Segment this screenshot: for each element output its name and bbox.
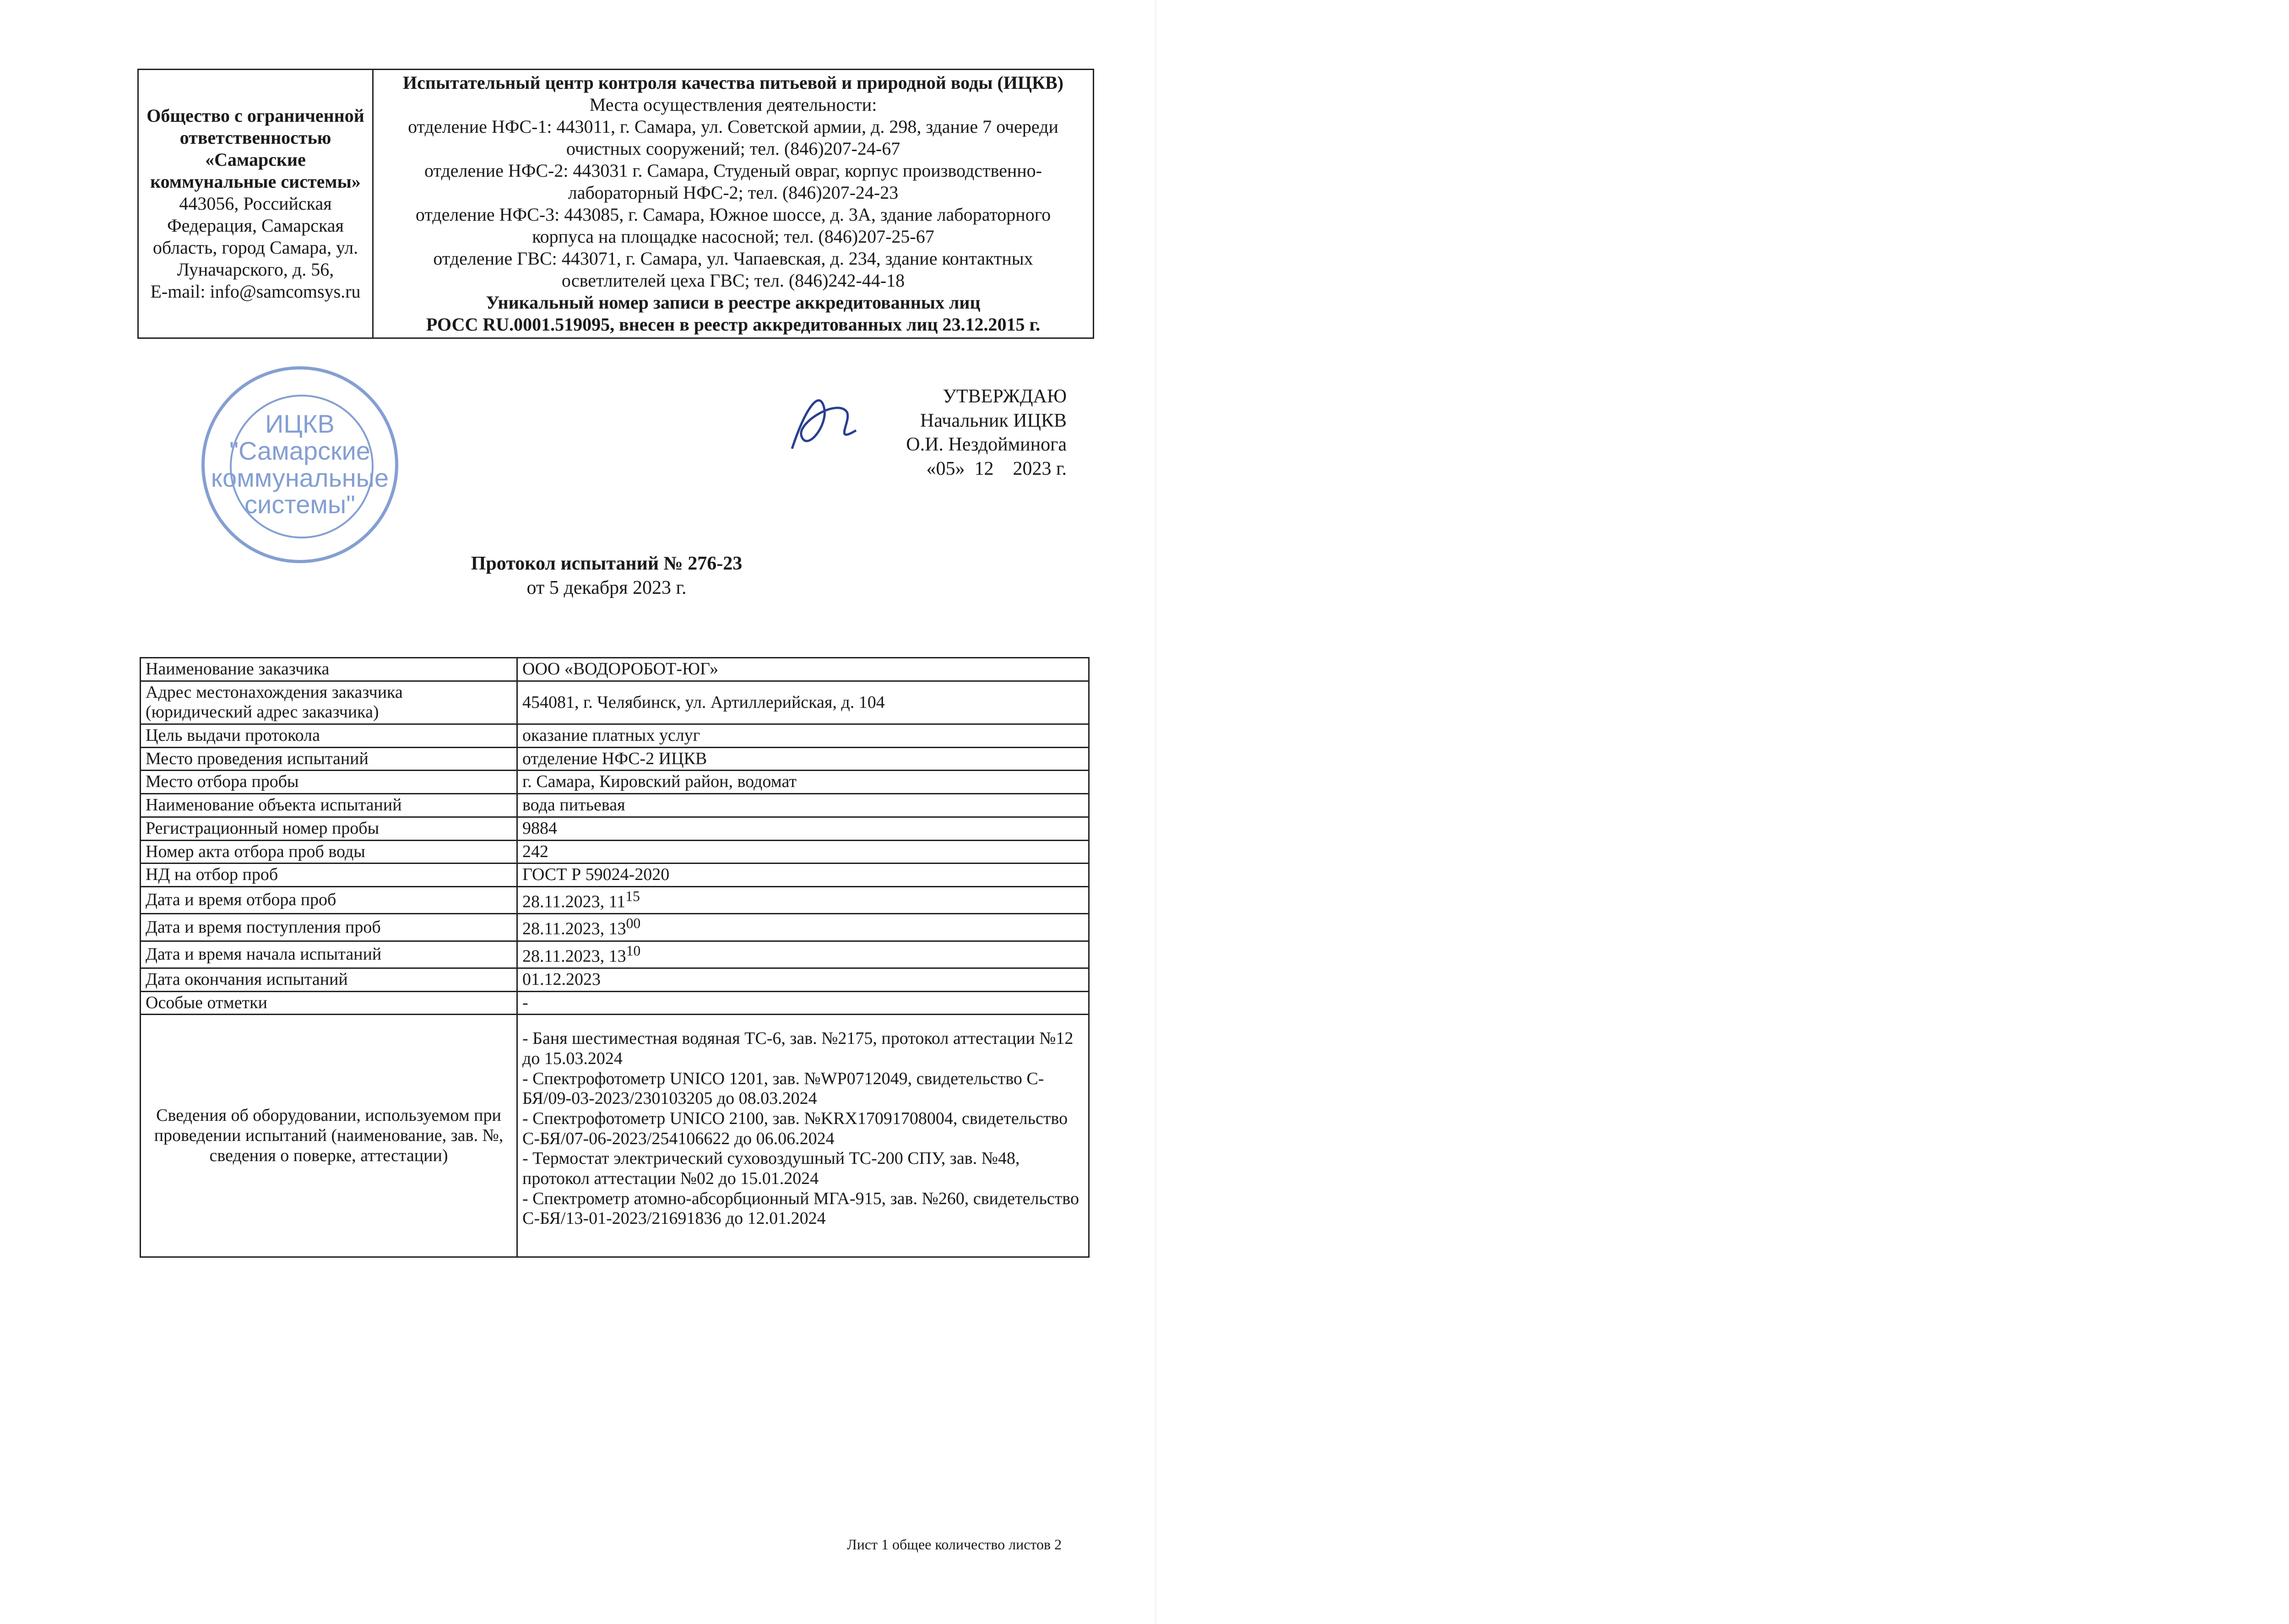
info-label: Дата и время начала испытаний bbox=[141, 941, 517, 968]
protocol-title-block bbox=[320, 552, 893, 600]
info-value: оказание платных услуг bbox=[517, 724, 1089, 748]
date-time-value: 28.11.2023, 13 bbox=[522, 946, 626, 966]
info-label: Дата окончания испытаний bbox=[141, 968, 517, 991]
page-2 bbox=[1156, 0, 2289, 1624]
approver-position: Начальник ИЦКВ bbox=[920, 410, 1067, 431]
center-line: отделение НФС-3: 443085, г. Самара, Южное шоссе, д. 3А, здание лабораторного bbox=[415, 204, 1051, 225]
center-line: осветлителей цеха ГВС; тел. (846)242-44-18 bbox=[561, 270, 905, 291]
sheet-number-1: Лист 1 общее количество листов 2 bbox=[847, 1536, 1062, 1553]
center-line: отделение НФС-2: 443031 г. Самара, Студеный овраг, корпус производственно- bbox=[424, 160, 1042, 181]
info-label: Место проведения испытаний bbox=[141, 747, 517, 771]
org-line: Луначарского, д. 56, bbox=[177, 259, 334, 280]
table-row bbox=[141, 886, 1089, 913]
info-value bbox=[517, 886, 1089, 913]
table-row bbox=[141, 771, 1089, 794]
equipment-label: Сведения об оборудовании, используемом при проведении испытаний (наименование, зав. №, сведения о поверке, аттестации) bbox=[141, 1015, 517, 1257]
info-label: Цель выдачи протокола bbox=[141, 724, 517, 748]
center-line: Места осуществления деятельности: bbox=[589, 94, 877, 115]
table-row bbox=[141, 817, 1089, 840]
info-value: г. Самара, Кировский район, водомат bbox=[517, 771, 1089, 794]
info-label: Особые отметки bbox=[141, 991, 517, 1015]
org-line: ответственностью bbox=[179, 127, 331, 148]
table-row bbox=[141, 794, 1089, 817]
org-line: «Самарские bbox=[205, 149, 306, 170]
equipment-item: - Спектрофотометр UNICO 2100, зав. №KRX17091708004, свидетельство С-БЯ/07-06-2023/254106622 до 06.06.2024 bbox=[522, 1109, 1068, 1148]
org-email: E-mail: info@samcomsys.ru bbox=[150, 281, 361, 302]
center-line: отделение НФС-1: 443011, г. Самара, ул. Советской армии, д. 298, здание 7 очереди bbox=[408, 116, 1058, 137]
protocol-title: Протокол испытаний № 276-23 bbox=[471, 553, 743, 574]
table-row bbox=[141, 724, 1089, 748]
equipment-item: - Спектрофотометр UNICO 1201, зав. №WP0712049, свидетельство С-БЯ/09-03-2023/230103205 до 08.03.2024 bbox=[522, 1069, 1044, 1108]
center-title: Испытательный центр контроля качества питьевой и природной воды (ИЦКВ) bbox=[403, 72, 1063, 93]
table-row bbox=[141, 1015, 1089, 1257]
info-label: Регистрационный номер пробы bbox=[141, 817, 517, 840]
table-row bbox=[141, 941, 1089, 968]
accreditation-number: РОСС RU.0001.519095, внесен в реестр аккредитованных лиц 23.12.2015 г. bbox=[426, 314, 1041, 335]
equipment-list bbox=[517, 1015, 1089, 1257]
approval-date: «05» 12 2023 г. bbox=[926, 458, 1067, 479]
info-label: Наименование заказчика bbox=[141, 658, 517, 681]
organization-stamp bbox=[201, 366, 398, 563]
organization-cell bbox=[138, 70, 373, 338]
equipment-item: - Баня шестиместная водяная ТС-6, зав. №2175, протокол аттестации №12 до 15.03.2024 bbox=[522, 1029, 1074, 1068]
minutes-superscript: 10 bbox=[626, 942, 641, 959]
table-row bbox=[141, 840, 1089, 864]
equipment-item: - Термостат электрический суховоздушный ТС-200 СПУ, зав. №48, протокол аттестации №02 до 15.01.2024 bbox=[522, 1149, 1020, 1189]
center-cell bbox=[373, 70, 1094, 338]
info-value: 01.12.2023 bbox=[517, 968, 1089, 991]
minutes-superscript: 00 bbox=[626, 915, 641, 932]
center-line: очистных сооружений; тел. (846)207-24-67 bbox=[566, 138, 900, 159]
sample-info-table bbox=[140, 657, 1090, 1258]
approval-block bbox=[755, 385, 1067, 481]
table-row bbox=[141, 658, 1089, 681]
info-value: 9884 bbox=[517, 817, 1089, 840]
equipment-item: - Спектрометр атомно-абсорбционный МГА-915, зав. №260, свидетельство С-БЯ/13-01-2023/21691836 до 12.01.2024 bbox=[522, 1189, 1079, 1228]
info-value: 242 bbox=[517, 840, 1089, 864]
org-line: Общество с ограниченной bbox=[146, 105, 364, 126]
info-label: НД на отбор проб bbox=[141, 864, 517, 887]
center-line: корпуса на площадке насосной; тел. (846)207-25-67 bbox=[532, 226, 934, 247]
center-line: отделение ГВС: 443071, г. Самара, ул. Чапаевская, д. 234, здание контактных bbox=[433, 248, 1033, 269]
info-value: 454081, г. Челябинск, ул. Артиллерийская, д. 104 bbox=[517, 681, 1089, 724]
table-row bbox=[141, 747, 1089, 771]
info-label: Номер акта отбора проб воды bbox=[141, 840, 517, 864]
table-row bbox=[141, 914, 1089, 941]
info-label: Дата и время отбора проб bbox=[141, 886, 517, 913]
info-label: Место отбора пробы bbox=[141, 771, 517, 794]
info-label: Дата и время поступления проб bbox=[141, 914, 517, 941]
org-line: 443056, Российская bbox=[179, 193, 332, 214]
approver-name: О.И. Нездойминога bbox=[906, 434, 1067, 455]
header-table bbox=[137, 69, 1094, 339]
stamp-text: ИЦКВ "Самарские коммунальные системы" bbox=[211, 409, 389, 519]
date-time-value: 28.11.2023, 13 bbox=[522, 919, 626, 939]
info-value: отделение НФС-2 ИЦКВ bbox=[517, 747, 1089, 771]
org-line: область, город Самара, ул. bbox=[152, 237, 358, 258]
org-line: коммунальные системы» bbox=[150, 171, 361, 192]
approve-label: УТВЕРЖДАЮ bbox=[943, 386, 1067, 407]
table-row bbox=[141, 968, 1089, 991]
accreditation-line: Уникальный номер записи в реестре аккредитованных лиц bbox=[486, 292, 981, 313]
table-row bbox=[141, 864, 1089, 887]
info-value: ООО «ВОДОРОБОТ-ЮГ» bbox=[517, 658, 1089, 681]
protocol-date: от 5 декабря 2023 г. bbox=[526, 577, 687, 598]
info-label: Наименование объекта испытаний bbox=[141, 794, 517, 817]
info-label: Адрес местонахождения заказчика (юридический адрес заказчика) bbox=[141, 681, 517, 724]
info-value: - bbox=[517, 991, 1089, 1015]
info-value bbox=[517, 941, 1089, 968]
table-row bbox=[141, 681, 1089, 724]
info-value: ГОСТ Р 59024-2020 bbox=[517, 864, 1089, 887]
minutes-superscript: 15 bbox=[625, 888, 640, 904]
date-time-value: 28.11.2023, 11 bbox=[522, 892, 626, 912]
table-row bbox=[141, 991, 1089, 1015]
center-line: лабораторный НФС-2; тел. (846)207-24-23 bbox=[568, 182, 899, 203]
info-value bbox=[517, 914, 1089, 941]
info-value: вода питьевая bbox=[517, 794, 1089, 817]
org-line: Федерация, Самарская bbox=[167, 215, 344, 236]
